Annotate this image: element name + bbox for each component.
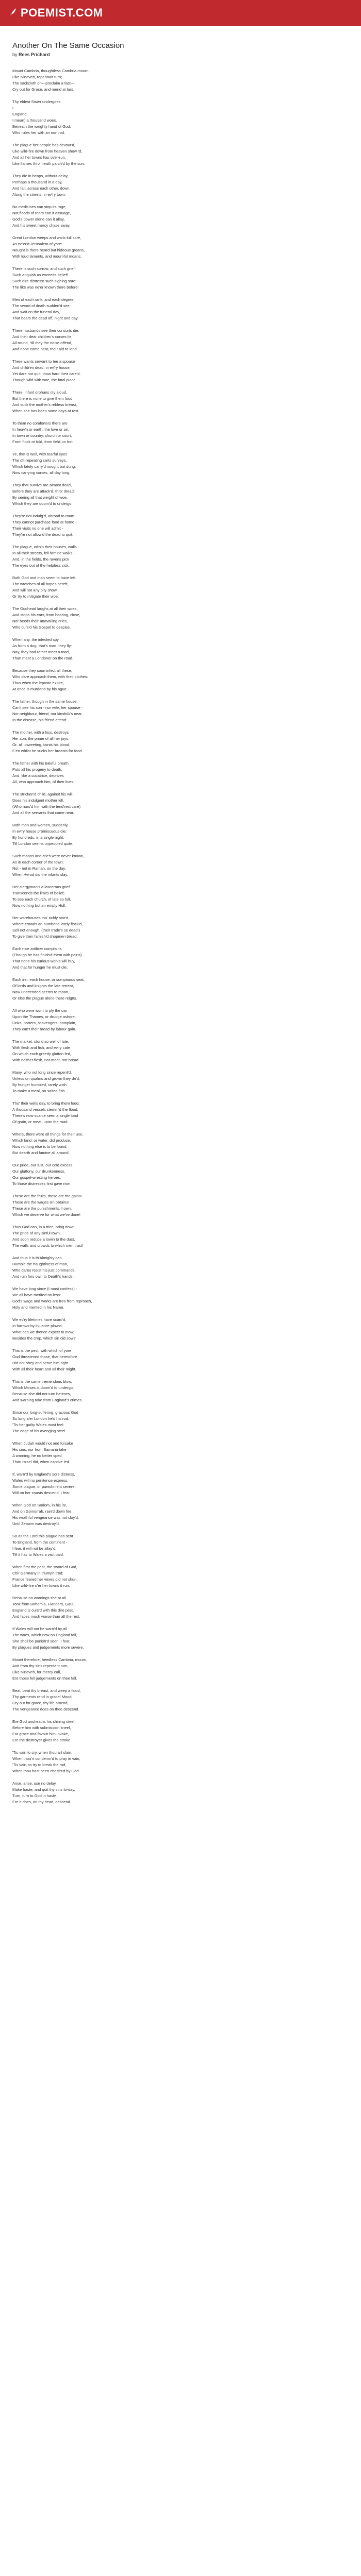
poem-line: Nor neighbour, friend, nor kinsfolk's near,	[12, 711, 83, 716]
poem-line: In heav'n or earth; the love or air,	[12, 427, 69, 432]
poem-line: To give their famish'd shopmen bread.	[12, 934, 78, 939]
poem-line: When she has been some days at rest.	[12, 409, 80, 413]
poem-line: When God on Sodom, in his ire,	[12, 1503, 68, 1507]
poem-line: To England, from the continent -	[12, 1540, 68, 1545]
poem-stanza	[12, 1595, 342, 1620]
poem-stanza	[12, 853, 342, 878]
poem-line: Mount Cambria, thoughtless Cambria mourn,	[12, 69, 90, 73]
poem-line: With neither flesh, nor meat, nor bread.	[12, 1058, 80, 1062]
poem-stanza	[12, 451, 342, 476]
poem-line: Which we deserve for what we've done!	[12, 1212, 80, 1217]
poem-line: The plague, within their houses, walls -	[12, 545, 79, 549]
poem-line: Now unattended seems to moan,	[12, 990, 70, 994]
poem-line: Than Israel did, when captive led.	[12, 1460, 70, 1464]
poem-line: Now nothing else is to be found,	[12, 1144, 68, 1149]
poem-line: And ruin fors own to Death's hands.	[12, 1274, 74, 1279]
poem-line: England	[12, 112, 27, 116]
poem-line: The wretches of all hopes bereft,	[12, 582, 69, 586]
poem-line: Humble the haughtiness of man,	[12, 1262, 68, 1266]
poem-line: So as the Lord this plague has sent	[12, 1534, 73, 1538]
poem-line: The sackcloth on—proclaim a fast—	[12, 81, 75, 86]
poem-line: And from thy sins repentant turn,	[12, 1664, 69, 1668]
poem-line: When thou hast been chastis'd by God.	[12, 1769, 80, 1773]
poem-line: They that survive are almost dead,	[12, 483, 72, 487]
poem-line: There's now scarce seen a single load	[12, 1113, 78, 1118]
poem-line: All, who approach him, of their lives.	[12, 779, 75, 784]
poem-line: Which land, or water, did produce,	[12, 1138, 71, 1143]
poem-line: Such moans and cries were never known,	[12, 854, 85, 858]
poem-line: Because she did not turn betimes,	[12, 1392, 71, 1396]
poem-line: Their visits no one will admit -	[12, 526, 63, 531]
poem-line: The oft-repeating carts surveys,	[12, 458, 67, 463]
poem-line: Such anguish as exceeds belief!	[12, 273, 68, 277]
poem-line: Each nice artificer complains	[12, 946, 62, 951]
poem-line: Does his indulgent mother kill,	[12, 798, 64, 803]
poem-line: Men of each rank, and each degree,	[12, 297, 75, 302]
poem-line: Till London seems unpeopled quite.	[12, 841, 74, 846]
poem-stanza	[12, 1750, 342, 1774]
poem-line: Mount therefore, heedless Cambria, mourn,	[12, 1657, 88, 1662]
poem-line: I fear, it will not be allay'd,	[12, 1546, 57, 1551]
poem-line: And all her towns has over-run,	[12, 155, 66, 160]
poem-stanza	[12, 791, 342, 816]
poem-line: God's wage and works are free from reproach,	[12, 1299, 92, 1303]
poem-line: Till it has to Wales a visit paid.	[12, 1552, 64, 1557]
poem-line: Like wild-fire down from heaven show'rd,	[12, 149, 83, 154]
poem-line: Because they soon infect all these,	[12, 668, 72, 673]
poem-body	[12, 68, 342, 1805]
poem-line: And children dead, in ev'ry house;	[12, 365, 71, 370]
poem-line: With all their heart and all their might.	[12, 1367, 76, 1371]
poem-line: What can we thence expect to mow,	[12, 1330, 75, 1334]
poem-line: His sins, nor from Samaria take	[12, 1447, 67, 1452]
poem-stanza	[12, 730, 342, 754]
author-prefix: by	[12, 52, 18, 57]
poem-line: Not floods of tears can it assuage,	[12, 211, 71, 215]
poem-line: The vengeance does on thee descend.	[12, 1707, 79, 1711]
poem-stanza	[12, 1410, 342, 1434]
poem-line: Now carrying corses, all day long.	[12, 470, 71, 475]
poem-line: France feared her vexes did not shun,	[12, 1577, 78, 1582]
poem-line: Ye, that is well, with tearful eyes	[12, 452, 68, 456]
poem-line: And wait on the funeral day,	[12, 310, 60, 314]
poem-line: Like flames thro' heath parch'd by the sun.	[12, 161, 85, 166]
poem-line: All who were wont to ply the oar	[12, 1008, 67, 1013]
poem-line: At once is murder'd by his ague.	[12, 687, 68, 691]
poem-line: There wants servant to tee a spouse	[12, 359, 75, 364]
poem-line: A thousand vessels stemm'd the flood;	[12, 1107, 78, 1112]
poem-stanza	[12, 1688, 342, 1713]
poem-line: The walls and crowds to which men trust!	[12, 1243, 84, 1248]
poem-line: Her clergyman's a lascerous grief	[12, 885, 70, 889]
poem-line: The stricken'd child, against his will,	[12, 792, 74, 796]
poem-line: To those distresses first gave rise.	[12, 1181, 71, 1186]
poem-line: Nor heeds their unavailing cries,	[12, 619, 68, 623]
poem-line: (Who nurs'd him with the tend'rest care)	[12, 804, 81, 809]
poem-line: The Godhead laughs at all their woes,	[12, 606, 78, 611]
poem-line: E'en whilst he sucks her breasts for food.	[12, 749, 83, 753]
poem-stanza	[12, 606, 342, 631]
poem-line: Where crowds an number'd lately flock'd,	[12, 922, 83, 926]
poem-stanza	[12, 760, 342, 785]
poem-line: Did not obey and serve him right	[12, 1361, 68, 1365]
poem-line: Both men and women, suddenly,	[12, 823, 69, 827]
poem-line: Who curs'd his Gospel to despise.	[12, 625, 71, 630]
poem-line: That bears the dead off, night and day.	[12, 316, 79, 320]
poem-line: When first the pest, the sword of God,	[12, 1565, 77, 1569]
poem-line: This is the pest, with which of yore	[12, 1348, 72, 1353]
poem-line: When any, the infected spy,	[12, 637, 60, 642]
poem-line: His wrathful vengeance was not cloy'd,	[12, 1515, 79, 1520]
poem-line: 'Tis vain, to try to break the rod,	[12, 1762, 67, 1767]
poem-line: Before they are attack'd, thro' dread;	[12, 489, 75, 494]
poem-line: They cannot purchase food at home -	[12, 520, 77, 524]
poem-line: The plague her people has devour'd,	[12, 143, 75, 147]
poem-line: I	[12, 106, 14, 110]
poem-line: (Though he has finish'd them with pains)	[12, 953, 82, 957]
poem-line: Nay, they had rather meet a toad,	[12, 650, 70, 654]
poem-line: Who dare approach them, with their clothes:	[12, 674, 88, 679]
poem-line: There, infant orphans cry aloud,	[12, 390, 67, 395]
poem-line: 'Tis vain to cry, when thou art slain,	[12, 1750, 73, 1755]
poem-line: These are the punishments, I own,	[12, 1206, 72, 1211]
poem-line: There husbands see their consorts die,	[12, 328, 79, 333]
poem-stanza	[12, 1131, 342, 1156]
poem-line: Her son, the prime of all her joys,	[12, 736, 70, 741]
poem-line: And soon reduce a lowin to the dust,	[12, 1237, 75, 1242]
poem-line: By seeing all that weight of woe,	[12, 495, 68, 500]
poem-title: Another On The Same Occasion	[12, 41, 124, 50]
poem-line: Such dire distress! such sighing sore!	[12, 279, 77, 283]
poem-line: Or, all unweeting, taints his blood,	[12, 742, 71, 747]
poem-line: God's power alone can it allay,	[12, 217, 65, 222]
poem-line: The father with his baleful breath	[12, 761, 69, 766]
poem-line: Our gluttony, our drunkenness,	[12, 1169, 65, 1174]
poem-line: And thus it is th'Almighty can	[12, 1256, 62, 1260]
poem-line: But there is none to give them food,	[12, 396, 74, 401]
poem-line: They're not allow'd the dead to quit.	[12, 532, 73, 537]
poem-line: Like wild-fire o'er her towns it run.	[12, 1583, 70, 1588]
poem-line: Ere it does, on thy head, descend.	[12, 1800, 71, 1804]
poem-line: Unless on qualms and grown they dn'd;	[12, 1076, 80, 1081]
poem-line: Who rules her with an iron rod.	[12, 130, 65, 135]
poem-line: When Herod did the infants slay.	[12, 872, 68, 877]
poem-stanza	[12, 204, 342, 229]
poem-line: To see each church, of late so full,	[12, 897, 71, 902]
poem-line: Ere the destroyer gives the stroke.	[12, 1738, 72, 1742]
poem-line: By plagues and judgements more severe.	[12, 1645, 84, 1650]
poem-line: As in each corner of the town;	[12, 860, 64, 865]
poem-line: They can't their bread by labour gain.	[12, 1027, 76, 1031]
poem-line: Tho' their wells day, to bring them food,	[12, 1101, 80, 1106]
poem-line: And faces much worse than all the rest.	[12, 1614, 80, 1619]
poem-line: Thy garments rend in grace! Mood,	[12, 1694, 73, 1699]
poem-stanza	[12, 99, 342, 136]
poem-stanza	[12, 266, 342, 291]
poem-stanza	[12, 1070, 342, 1094]
poem-line: Now nothing but an empty Hull.	[12, 903, 67, 908]
poem-line: And warning take from England's crimes.	[12, 1398, 83, 1402]
poem-line: And stops his ears, from hearing, close,	[12, 613, 80, 617]
poem-stanza	[12, 1502, 342, 1527]
poem-line: From flock or fold, from field, or fort.	[12, 439, 74, 444]
poem-line: By hundreds, in a single night,	[12, 835, 64, 840]
poem-stanza	[12, 1471, 342, 1496]
poem-line: Ere God unsheaths his shining steel,	[12, 1719, 76, 1724]
poem-line: She shall be punish'd soon, I fear,	[12, 1639, 71, 1643]
poem-line: Perhaps a thousand in a day,	[12, 180, 63, 184]
poem-line: And all the servants that come near.	[12, 810, 74, 815]
poem-stanza	[12, 1564, 342, 1589]
poem-line: And suck the mother's rebless breast,	[12, 402, 77, 407]
poem-stanza	[12, 173, 342, 198]
poem-stanza	[12, 1626, 342, 1651]
poem-line: To make a meal, on salted fish.	[12, 1089, 66, 1093]
poem-line: There is such sorrow, and such grief!	[12, 266, 76, 271]
poem-line: Who dares resist his just commands,	[12, 1268, 76, 1273]
poem-stanza	[12, 297, 342, 321]
poem-stanza	[12, 1781, 342, 1805]
poem-line: If Wales will not be warn'd by all	[12, 1626, 67, 1631]
poem-line: Thus God can, in a trice, bring down	[12, 1225, 75, 1229]
poem-stanza	[12, 420, 342, 445]
poem-line: A warning, he no better sped,	[12, 1453, 63, 1458]
poem-line: Many, who not long since repent'd,	[12, 1070, 72, 1075]
poem-line: Not - not in Ramah, on the day,	[12, 866, 66, 871]
poem-line: Like Nineveh, repentant turn;	[12, 75, 62, 79]
poem-line: Our pride, our lust, our cold excess,	[12, 1163, 74, 1167]
poem-line: All round, 'till they the noise offend,	[12, 341, 72, 345]
poem-line: Chir Germany in triumph trod;	[12, 1571, 63, 1575]
poem-line: And, like a cocatrice, deprives	[12, 773, 64, 778]
poem-line: Like Nineveh, for mercy call,	[12, 1670, 61, 1674]
poem-stanza	[12, 513, 342, 538]
poem-line: Upon the Thames, or drudge ashore,	[12, 1014, 76, 1019]
poem-stanza	[12, 389, 342, 414]
poem-line: Both God and man seem to have left	[12, 575, 76, 580]
poem-stanza	[12, 359, 342, 383]
logo-text: POEMIST.COM	[21, 6, 103, 19]
poem-line: To them no comforters there are	[12, 421, 68, 426]
poem-line: The eyes out of the helpless sick.	[12, 563, 70, 568]
poem-line: So long a'er London held his rod,	[12, 1416, 69, 1421]
poem-stanza	[12, 328, 342, 352]
poem-stanza	[12, 235, 342, 260]
poem-stanza	[12, 1379, 342, 1403]
poem-line: As from a dog, that's mad, they fly:	[12, 643, 72, 648]
poem-line: And fall, across each other, down,	[12, 186, 71, 191]
poem-stanza	[12, 1193, 342, 1218]
poem-stanza	[12, 668, 342, 692]
poem-line: We all have merited no less:	[12, 1293, 61, 1297]
poem-line: The edge of his avenging steel.	[12, 1429, 67, 1433]
poem-line: The woes, which now on England fall,	[12, 1633, 77, 1637]
poem-line: Turn, turn to God in haste,	[12, 1793, 58, 1798]
poem-line: The like was ne'er known there before!	[12, 285, 79, 290]
poem-stanza	[12, 699, 342, 723]
poem-stanza	[12, 142, 342, 167]
poem-line: We ev'ry lifetimes have scarc'd,	[12, 1317, 67, 1322]
poem-line: This is the same tremendous blow,	[12, 1379, 72, 1384]
poem-line: For grace and favour him invoke,	[12, 1732, 69, 1736]
poem-line: Along the streets, in ev'ry town.	[12, 192, 66, 197]
poem-line: 'Tis her guilty Wales must feel	[12, 1422, 63, 1427]
poem-line: And, in the fields, the ravens pick	[12, 557, 70, 562]
poem-stanza	[12, 1440, 342, 1465]
poem-line: Nought is there heard but hideous groans,	[12, 248, 85, 252]
poem-line: Which Moses is doom'd to undergo,	[12, 1385, 74, 1390]
poem-line: Great London weeps and wails full sore,	[12, 235, 81, 240]
poem-line: No medicines can stop its rage,	[12, 205, 67, 209]
poem-line: Holy and merited in his Name.	[12, 1305, 64, 1310]
poem-line: With loud laments, and mournful moans.	[12, 254, 82, 259]
poem-stanza	[12, 1162, 342, 1187]
poem-line: Cry out for grace, thy life amend,	[12, 1701, 69, 1705]
poem-author-line	[12, 52, 342, 58]
poem-line: The mother, with a kiss, destroys	[12, 730, 69, 735]
poem-line: Make haste, and quit thy sins to-day,	[12, 1787, 75, 1792]
poem-line: Which lately carry'd nought but dung,	[12, 464, 76, 469]
poem-line: Or else the plague alone there reigns.	[12, 996, 77, 1001]
poem-line: Ere those fell judgements on thee fall.	[12, 1676, 77, 1681]
poem-line: Besides the crop, which sin did sow?	[12, 1336, 76, 1341]
poem-line: Will on her coasts descend, I fear.	[12, 1490, 71, 1495]
poem-stanza	[12, 575, 342, 600]
poem-stanza	[12, 1719, 342, 1743]
poem-stanza	[12, 637, 342, 662]
poem-line: Since our long-suffering, gracious God	[12, 1410, 78, 1415]
poem-stanza	[12, 1317, 342, 1342]
poem-line: And his sweet mercy chase away.	[12, 223, 71, 228]
poem-line: When thou'rt condemn'd to pray in vain,	[12, 1756, 80, 1761]
poem-line: Puts all his progeny to death,	[12, 767, 62, 772]
poem-stanza	[12, 1348, 342, 1372]
poem-line: Or try to mitigate their woe.	[12, 594, 59, 599]
poem-line: We have long since (I must confess) -	[12, 1286, 77, 1291]
poem-line: In town or country, church or court,	[12, 433, 72, 438]
poem-line: In the disease, his friend attend.	[12, 718, 68, 722]
poem-line: Which they are doom'd to undergo.	[12, 501, 73, 506]
poem-line: Her warehouses tho' richly stor'd,	[12, 916, 70, 920]
poem-line: Of lords and knights the late retreat,	[12, 984, 74, 988]
poem-line: In ev'ry house promiscuous die:	[12, 829, 67, 834]
poem-stanza	[12, 1008, 342, 1032]
poem-stanza	[12, 1039, 342, 1063]
poem-line: Until Zeboim was destroy'd.	[12, 1521, 60, 1526]
poem-line: Than meet a Londoner on the road.	[12, 656, 74, 660]
poem-line: That none his curious works will buy,	[12, 959, 75, 963]
poem-line: But dearth and famine all around.	[12, 1150, 70, 1155]
author-link[interactable]: Rees Prichard	[19, 52, 50, 57]
poem-line: Links, porters, scavengers, complain,	[12, 1021, 76, 1025]
poem-stanza	[12, 915, 342, 940]
poem-line: The father, though in the same house,	[12, 699, 78, 704]
poem-stanza	[12, 1100, 342, 1125]
poem-line: The market, stor'd so well of late,	[12, 1039, 69, 1044]
poem-line: These are the wages sin obtains!	[12, 1200, 70, 1205]
poem-stanza	[12, 822, 342, 847]
poem-line: Thus when the leprotic expire,	[12, 681, 64, 685]
poem-line: Before him with submission kneel,	[12, 1725, 71, 1730]
poem-stanza	[12, 946, 342, 971]
poem-line: Thy eldest Sister undergoes	[12, 99, 61, 104]
poem-line: And none come near, their aid to lend.	[12, 347, 78, 351]
poem-stanza	[12, 1657, 342, 1682]
poem-line: Because no warnings she at all	[12, 1596, 66, 1600]
site-header	[0, 0, 361, 26]
poem-line: Sell not enough, (their trade's so dead!)	[12, 928, 80, 933]
poem-line: God threatened those, that heretofore	[12, 1354, 77, 1359]
poem-stanza	[12, 68, 342, 93]
poem-line: On which each greedy glutton fed,	[12, 1052, 71, 1056]
poem-line: Wales will no penitence express,	[12, 1478, 69, 1483]
poem-line: If, warn'd by England's sore distress,	[12, 1472, 75, 1477]
poem-line: Beat, beat thy breast, and weep a flood,	[12, 1688, 81, 1693]
poem-content	[12, 41, 342, 1811]
poem-stanza	[12, 1224, 342, 1249]
poem-line: The sword of death sudden'd see;	[12, 303, 71, 308]
poem-stanza	[12, 544, 342, 569]
poem-line: As ne'er'd Jerusalem of yore:	[12, 242, 62, 246]
poem-line: And will not any pity show,	[12, 588, 58, 592]
poem-line: Of grain, or meat, upon the road.	[12, 1120, 69, 1124]
poem-line: Each inn, each house, or sumptuous seat,	[12, 977, 85, 982]
poem-line: Transcends the limits of belief;	[12, 891, 65, 895]
poem-line: And on Gomorrah, rain'd down fire,	[12, 1509, 73, 1514]
poem-stanza	[12, 482, 342, 507]
poem-line: When Judah would not and forsake	[12, 1441, 73, 1446]
poem-line: Beneath the weighty hand of God,	[12, 124, 71, 129]
poem-line: Where, there were all things for their use,	[12, 1132, 84, 1137]
poem-line: Yet dare not quit, thow hard their care'd.	[12, 371, 81, 376]
poem-line: The pride of any sinful town,	[12, 1231, 61, 1235]
poem-line: Took from Bohemia, Flanders, Gaul,	[12, 1602, 75, 1606]
poem-stanza	[12, 884, 342, 909]
poem-line: And that for hunger he must die.	[12, 965, 68, 970]
poem-line: They die in heaps, without delay,	[12, 174, 69, 178]
poem-line: With flesh and fish, and ev'ry cate	[12, 1045, 70, 1050]
poem-line: In all their streets, fell famine walks -	[12, 551, 75, 555]
poem-stanza	[12, 1255, 342, 1280]
poem-line: By hunger humbled, rarely wish	[12, 1082, 67, 1087]
poem-line: England is curs'd with this dire pest,	[12, 1608, 74, 1613]
poem-line: In furrows by injustice plow'd;	[12, 1324, 63, 1328]
feather-icon	[7, 7, 18, 19]
poem-line: They're not indulg'd, abroad to roam -	[12, 514, 77, 518]
poem-stanza	[12, 977, 342, 1002]
poem-line: These are the fruits, these are the gains!	[12, 1194, 82, 1198]
poem-line: Can't see his son - nor wife, her spouse -	[12, 705, 83, 710]
poem-stanza	[12, 1533, 342, 1558]
poem-line: Arise, arise, use no delay,	[12, 1781, 57, 1786]
poem-line: Though wild with woe, the fatal place.	[12, 378, 77, 382]
poem-line: Some plague, or punishment severe,	[12, 1484, 76, 1489]
poem-line: Cry out for Grace, and mend at last.	[12, 87, 74, 92]
poem-line: And their dear children's corses lie	[12, 334, 72, 339]
poem-stanza	[12, 1286, 342, 1311]
poem-line: Our gospel-wresting heroes,	[12, 1175, 61, 1180]
poem-line: I mean) a thousand woes.	[12, 118, 57, 123]
site-logo[interactable]	[7, 6, 103, 20]
